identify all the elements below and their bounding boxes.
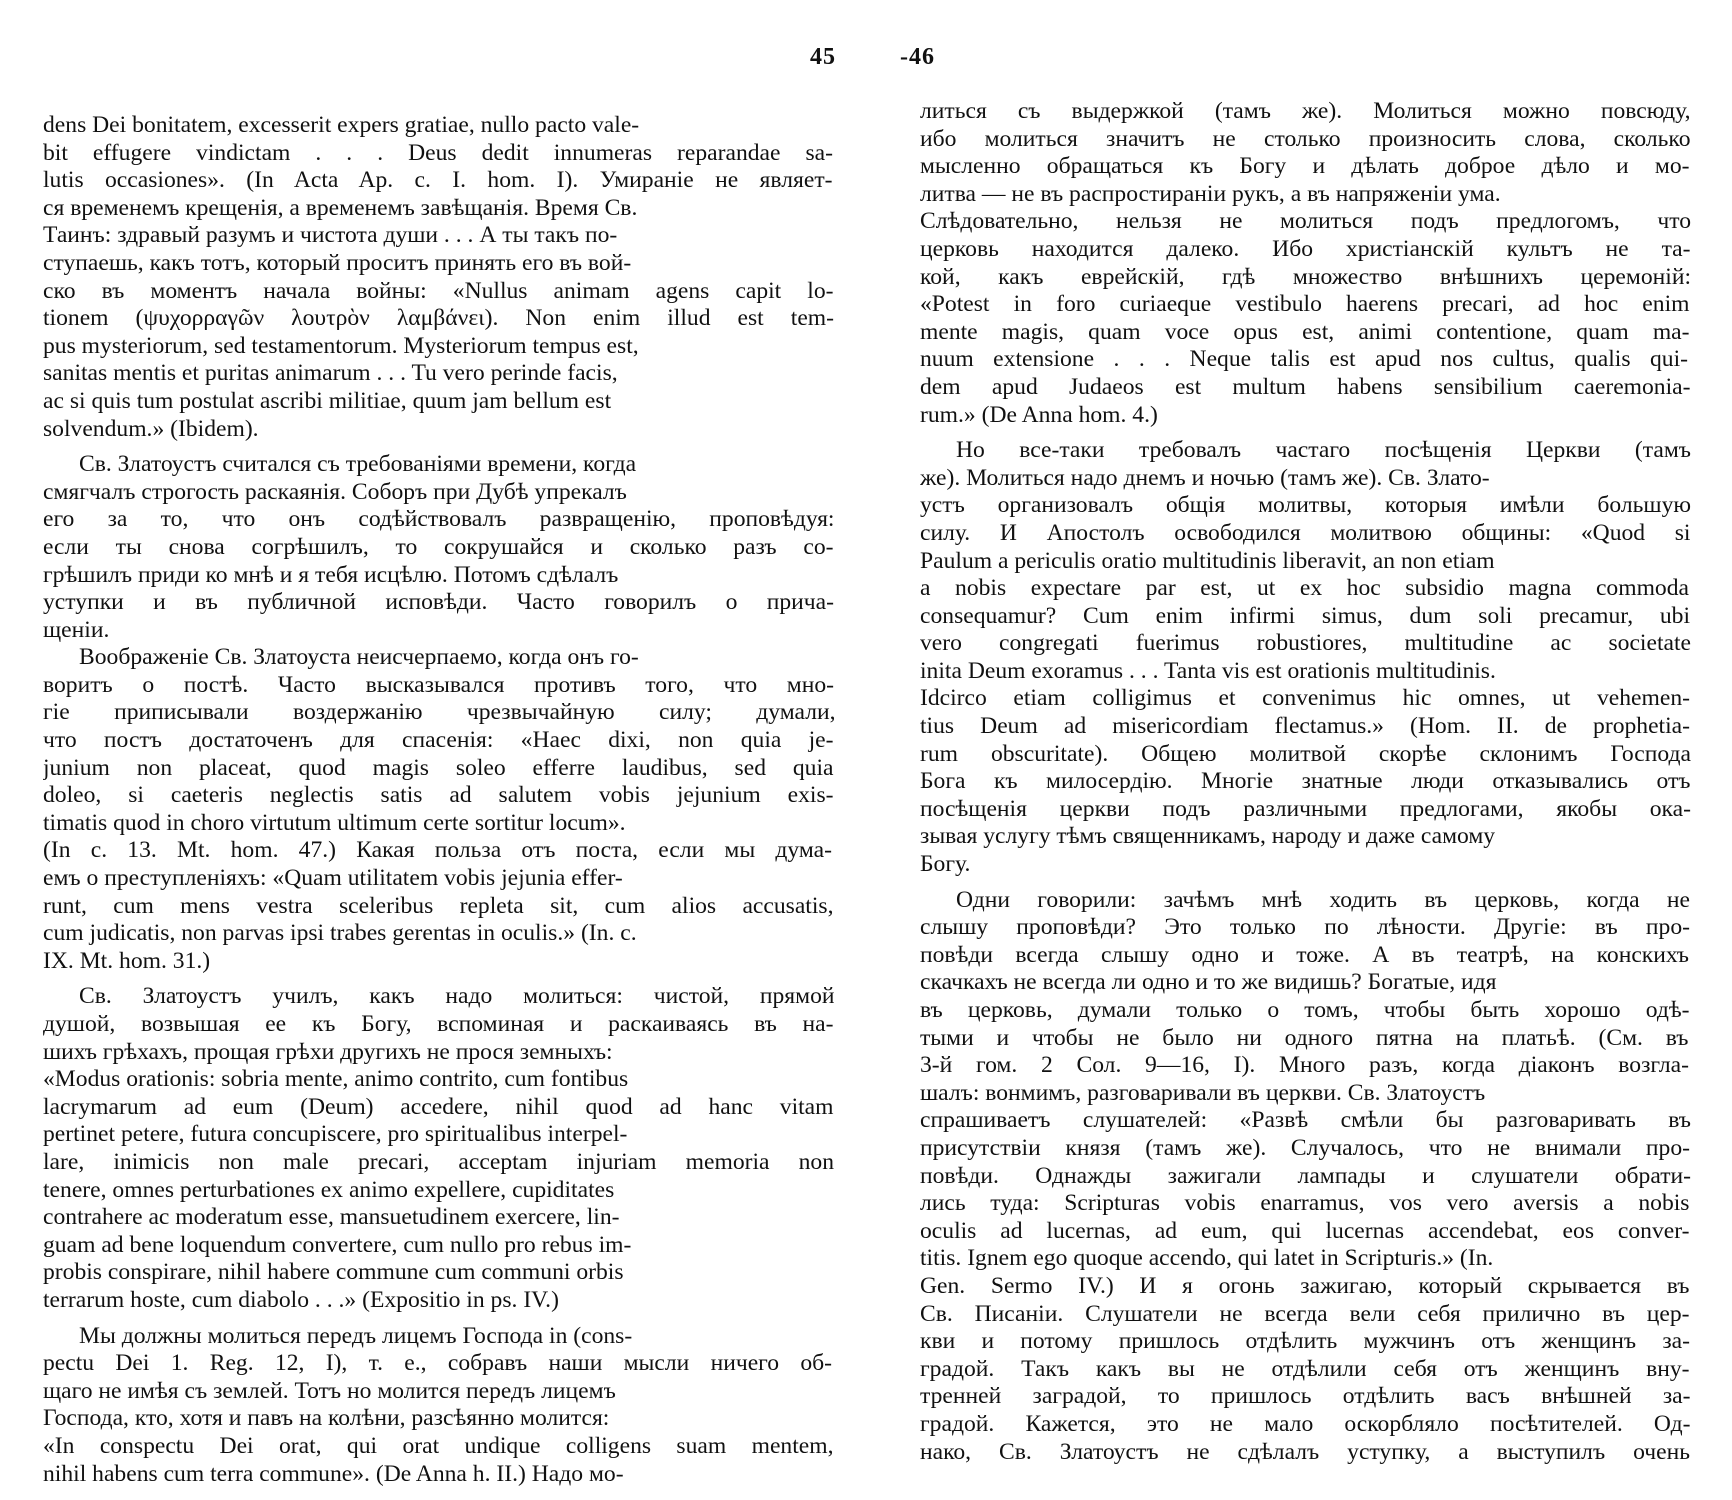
text-line: Воображеніе Св. Златоуста неисчерпаемо, когда онъ го- <box>79 644 639 671</box>
text-line: nihil habens cum terra commune». (De Anna h. II.) Надо мо- <box>43 1460 624 1487</box>
text-line: lacrymarum ad eum (Deum) accedere, nihil quod ad hanc vitam <box>43 1093 834 1120</box>
text-line: шалъ: вонмимъ, разговаривали въ церкви. Св. Златоустъ <box>920 1079 1486 1106</box>
text-line: ибо молиться значитъ не столько произносить слова, сколько <box>920 125 1691 152</box>
text-line: слышу проповѣди? Это только по лѣности. Другіе: въ про- <box>920 914 1690 941</box>
text-line: oculis ad lucernas, ad eum, qui lucernas accendebat, eos conver- <box>920 1217 1690 1244</box>
text-line: тренней заградой, то пришлось отдѣлить васъ внѣшней за- <box>920 1383 1691 1410</box>
text-line: lutis occasiones». (In Acta Ap. c. I. hom. I). Умираніе не являет- <box>43 167 833 194</box>
text-line: tionem (ψυχορραγῶν λουτρὸν λαμβάνει). Non enim illud est tem- <box>43 305 834 332</box>
text-line: contrahere ac moderatum esse, mansuetudinem exercere, lin- <box>43 1204 620 1231</box>
text-line: sanitas mentis et puritas animarum . . . Tu vero perinde facis, <box>43 360 618 387</box>
text-line: solvendum.» (Ibidem). <box>43 415 259 442</box>
text-line: rum.» (De Anna hom. 4.) <box>920 401 1158 428</box>
text-line: doleo, si caeteris neglectis satis ad salutem vobis jejunium exis- <box>43 782 834 809</box>
text-line: шихъ грѣхахъ, прощая грѣхи другихъ не прося земныхъ: <box>43 1038 613 1065</box>
text-line: щаго не имѣя съ землей. Тотъ но молится передъ лицемъ <box>43 1377 616 1404</box>
text-line: церковь находится далеко. Ибо христіанскій культъ не та- <box>920 235 1691 262</box>
text-line: tenere, omnes perturbationes ex animo expellere, cupiditates <box>43 1176 615 1203</box>
text-line: ся временемъ крещенія, а временемъ завѣщанія. Время Св. <box>43 194 638 221</box>
text-line: емъ о преступленіяхъ: «Quam utilitatem vobis jejunia effer- <box>43 865 623 892</box>
text-line: Бога къ милосердію. Многіе знатные люди отказывались отъ <box>920 768 1691 795</box>
text-line: что постъ достаточенъ для спасенія: «Haec dixi, non quia je- <box>43 727 834 754</box>
text-line: въ церковь, думали только о томъ, чтобы быть хорошо одѣ- <box>920 997 1690 1023</box>
text-line: Св. Писаніи. Слушатели не всегда вели себя прилично въ цер- <box>920 1300 1690 1327</box>
text-line: лись туда: Scripturas vobis enarramus, vos vero aversis a nobis <box>920 1190 1690 1217</box>
text-line: душой, возвышая ее къ Богу, вспоминая и раскаиваясь въ на- <box>43 1011 834 1037</box>
page-number-left: 45 <box>810 44 836 70</box>
text-line: его за то, что онъ содѣйствовалъ развращенію, проповѣдуя: <box>43 506 835 533</box>
text-line: dens Dei bonitatem, excesserit expers gratiae, nullo pacto vale- <box>43 112 640 138</box>
text-line: градой. Кажется, это не мало оскорбляло посѣтителей. Од- <box>920 1410 1691 1437</box>
left-page-column <box>43 112 838 1488</box>
text-line: guam ad bene loquendum convertere, cum nullo pro rebus im- <box>43 1231 632 1258</box>
paragraph-gap <box>43 1315 838 1323</box>
text-line: cum judicatis, non parvas ipsi trabes gerentas in oculis.» (In. c. <box>43 920 637 947</box>
text-line: грѣшилъ приди ко мнѣ и я тебя исцѣлю. Потомъ сдѣлалъ <box>43 561 619 588</box>
text-line: силу. И Апостолъ освободился молитвою общины: «Quod si <box>920 519 1691 546</box>
text-line: «Potest in foro curiaeque vestibulo haerens precari, ad hoc enim <box>920 291 1690 318</box>
text-line: скачкахъ не всегда ли одно и то же видишь? Богатые, идя <box>920 969 1497 996</box>
paragraph-gap <box>920 429 1694 437</box>
text-line: tius Deum ad misericordiam flectamus.» (Hom. II. de prophetia- <box>920 713 1690 740</box>
text-line: Gen. Sermo IV.) И я огонь зажигаю, который скрывается въ <box>920 1272 1690 1299</box>
paragraph-gap <box>920 879 1694 887</box>
text-line: повѣди. Однажды зажигали лампады и слушатели обрати- <box>920 1162 1691 1189</box>
text-line: гіе приписывали воздержанію чрезвычайную силу; думали, <box>43 699 836 726</box>
text-line: consequamur? Cum enim infirmi simus, dum soli precamur, ubi <box>920 602 1690 629</box>
text-line: же). Молиться надо днемъ и ночью (тамъ же). Св. Злато- <box>920 464 1490 491</box>
text-line: a nobis expectare par est, ut ex hoc subsidio magna commoda <box>920 575 1689 602</box>
text-line: ступаешь, какъ тотъ, который проситъ принять его въ вой- <box>43 249 632 276</box>
text-line: «In conspectu Dei orat, qui orat undique colligens suam mentem, <box>43 1432 834 1459</box>
text-line: ac si quis tum postulat ascribi militiae, quum jam bellum est <box>43 387 612 414</box>
text-line: Но все-таки требовалъ частаго посѣщенія Церкви (тамъ <box>956 437 1691 464</box>
text-line: Таинъ: здравый разумъ и чистота души . . . А ты такъ по- <box>43 222 618 249</box>
text-line: IX. Mt. hom. 31.) <box>43 947 211 974</box>
text-line: тыми и чтобы не было ни одного пятна на платьѣ. (См. въ <box>920 1024 1689 1051</box>
text-line: Богу. <box>920 851 971 878</box>
text-line: «Modus orationis: sobria mente, animo contrito, cum fontibus <box>43 1066 629 1093</box>
text-line: Мы должны молиться передъ лицемъ Господа in (cons- <box>79 1322 633 1349</box>
text-line: ско въ моментъ начала войны: «Nullus animam agens capit lo- <box>43 277 834 304</box>
text-line: pus mysteriorum, sed testamentorum. Mysteriorum tempus est, <box>43 332 639 359</box>
text-line: (In c. 13. Mt. hom. 47.) Какая польза отъ поста, если мы дума- <box>43 837 832 864</box>
text-line: присутствіи князя (тамъ же). Случалось, что не внимали про- <box>920 1134 1690 1161</box>
text-line: посѣщенія церкви подъ различными предлогами, якобы ока- <box>920 795 1691 822</box>
text-line: lare, inimicis non male precari, acceptam injuriam memoria non <box>43 1148 834 1175</box>
text-line: vero congregati fuerimus robustiores, multitudine ac societate <box>920 630 1691 657</box>
text-line: rum obscuritate). Общею молитвой скорѣе склонимъ Господа <box>920 740 1691 767</box>
text-line: terrarum hoste, cum diabolo . . .» (Expositio in ps. IV.) <box>43 1286 559 1313</box>
text-line: устъ организовалъ общія молитвы, которыя имѣли большую <box>920 492 1691 519</box>
text-line: runt, cum mens vestra sceleribus repleta sit, cum alios accusatis, <box>43 892 834 919</box>
text-line: Св. Златоустъ считался съ требованіями времени, когда <box>79 451 637 478</box>
text-line: если ты снова согрѣшилъ, то сокрушайся и сколько разъ со- <box>43 533 834 560</box>
text-line: Paulum a periculis oratio multitudinis liberavit, an non etiam <box>920 547 1495 574</box>
text-line: спрашиваетъ слушателей: «Развѣ смѣли бы разговаривать въ <box>920 1107 1691 1134</box>
text-line: градой. Такъ какъ вы не отдѣлили себя отъ женщинъ вну- <box>920 1355 1690 1382</box>
text-line: уступки и въ публичной исповѣди. Часто говорилъ о прича- <box>43 589 834 616</box>
text-line: кви и потому пришлось отдѣлить мужчинъ отъ женщинъ за- <box>920 1328 1690 1355</box>
right-page-column <box>920 98 1694 1466</box>
text-line: Гоcпода, кто, хотя и павъ на колѣни, разсѣянно молится: <box>43 1405 610 1432</box>
text-line: inita Deum exoramus . . . Tanta vis est orationis multitudinis. <box>920 657 1496 684</box>
text-line: кой, какъ еврейскій, гдѣ множество внѣшнихъ церемоній: <box>920 263 1691 290</box>
text-line: nuum extensione . . . Neque talis est apud nos cultus, qualis qui- <box>920 346 1688 373</box>
text-line: Св. Златоустъ училъ, какъ надо молиться: чистой, прямой <box>79 983 835 1010</box>
text-line: probis conspirare, nihil habere commune cum communi orbis <box>43 1259 624 1286</box>
text-line: timatis quod in choro virtutum ultimum certe sortitur locum». <box>43 809 626 836</box>
text-line: зывая услугу тѣмъ священникамъ, народу и даже самому <box>920 823 1496 850</box>
text-line: Слѣдовательно, нельзя не молиться подъ предлогомъ, что <box>920 208 1691 235</box>
paragraph-gap <box>43 975 838 983</box>
text-line: Idcirco etiam colligimus et convenimus hic omnes, ut vehemen- <box>920 685 1690 712</box>
text-line: повѣди всегда слышу одно и тоже. А въ театрѣ, на конскихъ <box>920 941 1689 968</box>
text-line: pertinet petere, futura concupiscere, pro spiritualibus interpel- <box>43 1121 628 1148</box>
text-line: mente magis, quam voce opus est, animi contentione, quam ma- <box>920 318 1690 345</box>
text-line: мысленно обращаться къ Богу и дѣлать доброе дѣло и мо- <box>920 153 1690 180</box>
text-line: литва — не въ распростираніи рукъ, а въ напряженіи ума. <box>920 180 1501 207</box>
page-number-right: -46 <box>900 44 935 70</box>
text-line: bit effugere vindictam . . . Deus dedit innumeras reparandae sa- <box>43 139 833 166</box>
text-line: Одни говорили: зачѣмъ мнѣ ходить въ церковь, когда не <box>956 886 1690 913</box>
text-line: titis. Ignem ego quoque accendo, qui latet in Scripturis.» (In. <box>920 1245 1494 1272</box>
text-line: щеніи. <box>43 616 110 643</box>
text-line: воритъ о постѣ. Часто высказывался противъ того, что мно- <box>43 671 834 698</box>
text-line: нако, Св. Златоустъ не сдѣлалъ уступку, а выступилъ очень <box>920 1438 1690 1465</box>
text-line: junium non placeat, quod magis soleo efferre laudibus, sed quia <box>43 754 834 781</box>
text-line: dem apud Judaeos est multum habens sensibilium caeremonia- <box>920 373 1691 400</box>
text-line: 3-й гом. 2 Сол. 9—16, I). Много разъ, когда діаконъ возгла- <box>920 1052 1689 1079</box>
text-line: литься съ выдержкой (тамъ же). Молиться можно повсюду, <box>920 98 1691 124</box>
text-line: смягчалъ строгость раскаянія. Соборъ при Дубѣ упрекалъ <box>43 478 627 505</box>
paragraph-gap <box>43 443 838 451</box>
text-line: pectu Dei 1. Reg. 12, I), т. е., собравъ наши мысли ничего об- <box>43 1350 832 1377</box>
